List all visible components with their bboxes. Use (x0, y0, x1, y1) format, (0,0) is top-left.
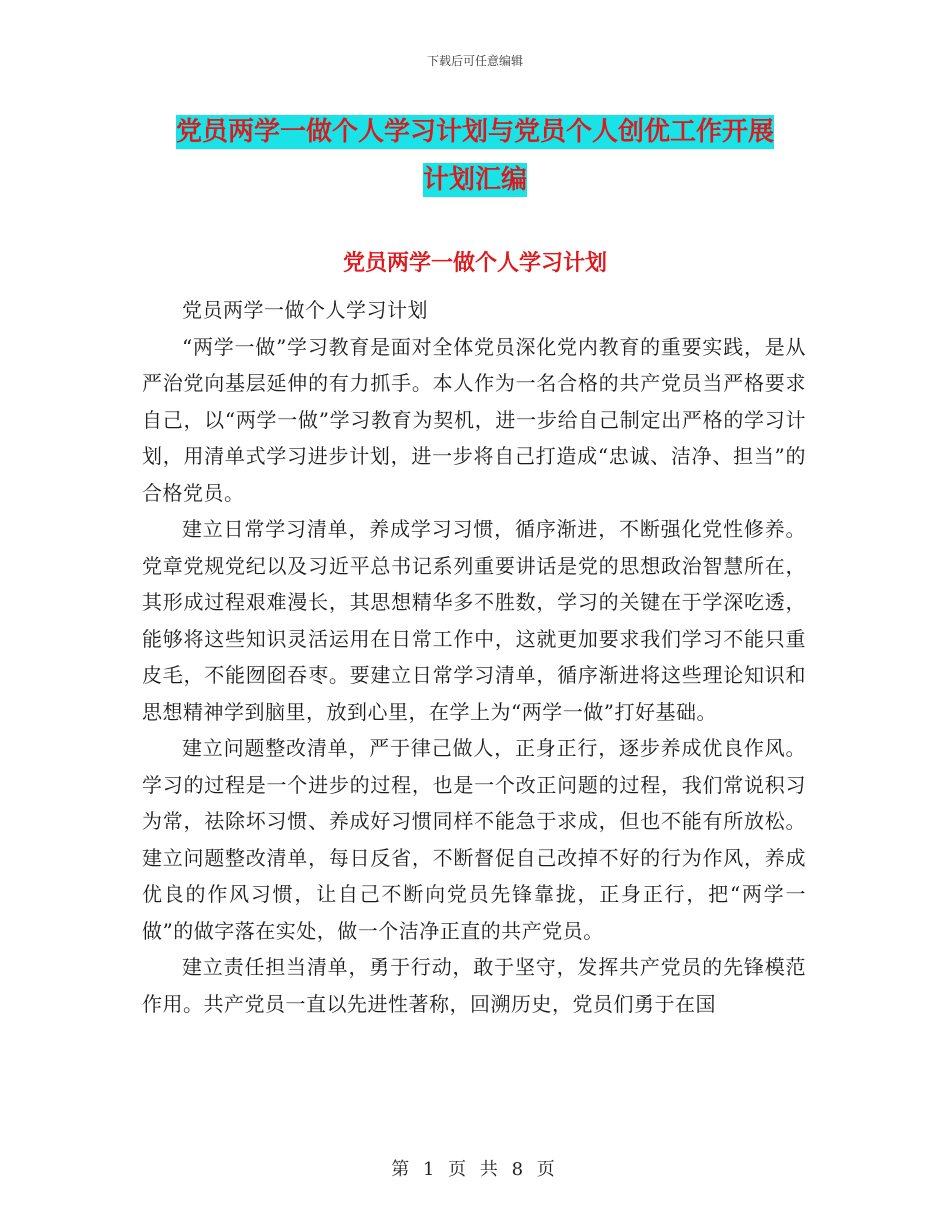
paragraph: 建立责任担当清单，勇于行动，敢于坚守，发挥共产党员的先锋模范作用。共产党员一直以先进性著称，回溯历史，党员们勇于在国 (142, 955, 806, 1016)
paragraph: 党员两学一做个人学习计划 (182, 298, 428, 322)
paragraph: “两学一做”学习教育是面对全体党员深化党内教育的重要实践，是从严治党向基层延伸的有力抓手。本人作为一名合格的共产党员当严格要求自己，以“两学一做”学习教育为契机，进一步给自己制定出严格的学习计划，用清单式学习进步计划，进一步将自己打造成“忠诚、洁净、担当”的合格党员。 (142, 334, 806, 505)
paragraph: 建立问题整改清单，严于律己做人，正身正行，逐步养成优良作风。学习的过程是一个进步的过程，也是一个改正问题的过程，我们常说积习为常，祛除坏习惯、养成好习惯同样不能急于求成，但也不能有所放松。建立问题整改清单，每日反省，不断督促自己改掉不好的行为作风，养成优良的作风习惯，让自己不断向党员先锋靠拢，正身正行，把“两学一做”的做字落在实处，做一个洁净正直的共产党员。 (142, 736, 806, 943)
title-line-2: 计划汇编 (422, 165, 527, 195)
page-footer: 第 1 页 共 8 页 (391, 1159, 559, 1180)
title-line-1: 党员两学一做个人学习计划与党员个人创优工作开展 (175, 117, 774, 147)
document-title (0, 108, 950, 204)
paragraph: 建立日常学习清单，养成学习习惯，循序渐进，不断强化党性修养。党章党规党纪以及习近平总书记系列重要讲话是党的思想政治智慧所在，其形成过程艰难漫长，其思想精华多不胜数，学习的关键在于学深吃透，能够将这些知识灵活运用在日常工作中，这就更加要求我们学习不能只重皮毛，不能囫囵吞枣。要建立日常学习清单，循序渐进将这些理论知识和思想精神学到脑里，放到心里，在学上为“两学一做”打好基础。 (142, 517, 806, 724)
body-text (142, 292, 806, 1022)
section-title: 党员两学一做个人学习计划 (342, 251, 607, 276)
page-header-note: 下载后可任意编辑 (426, 54, 523, 68)
